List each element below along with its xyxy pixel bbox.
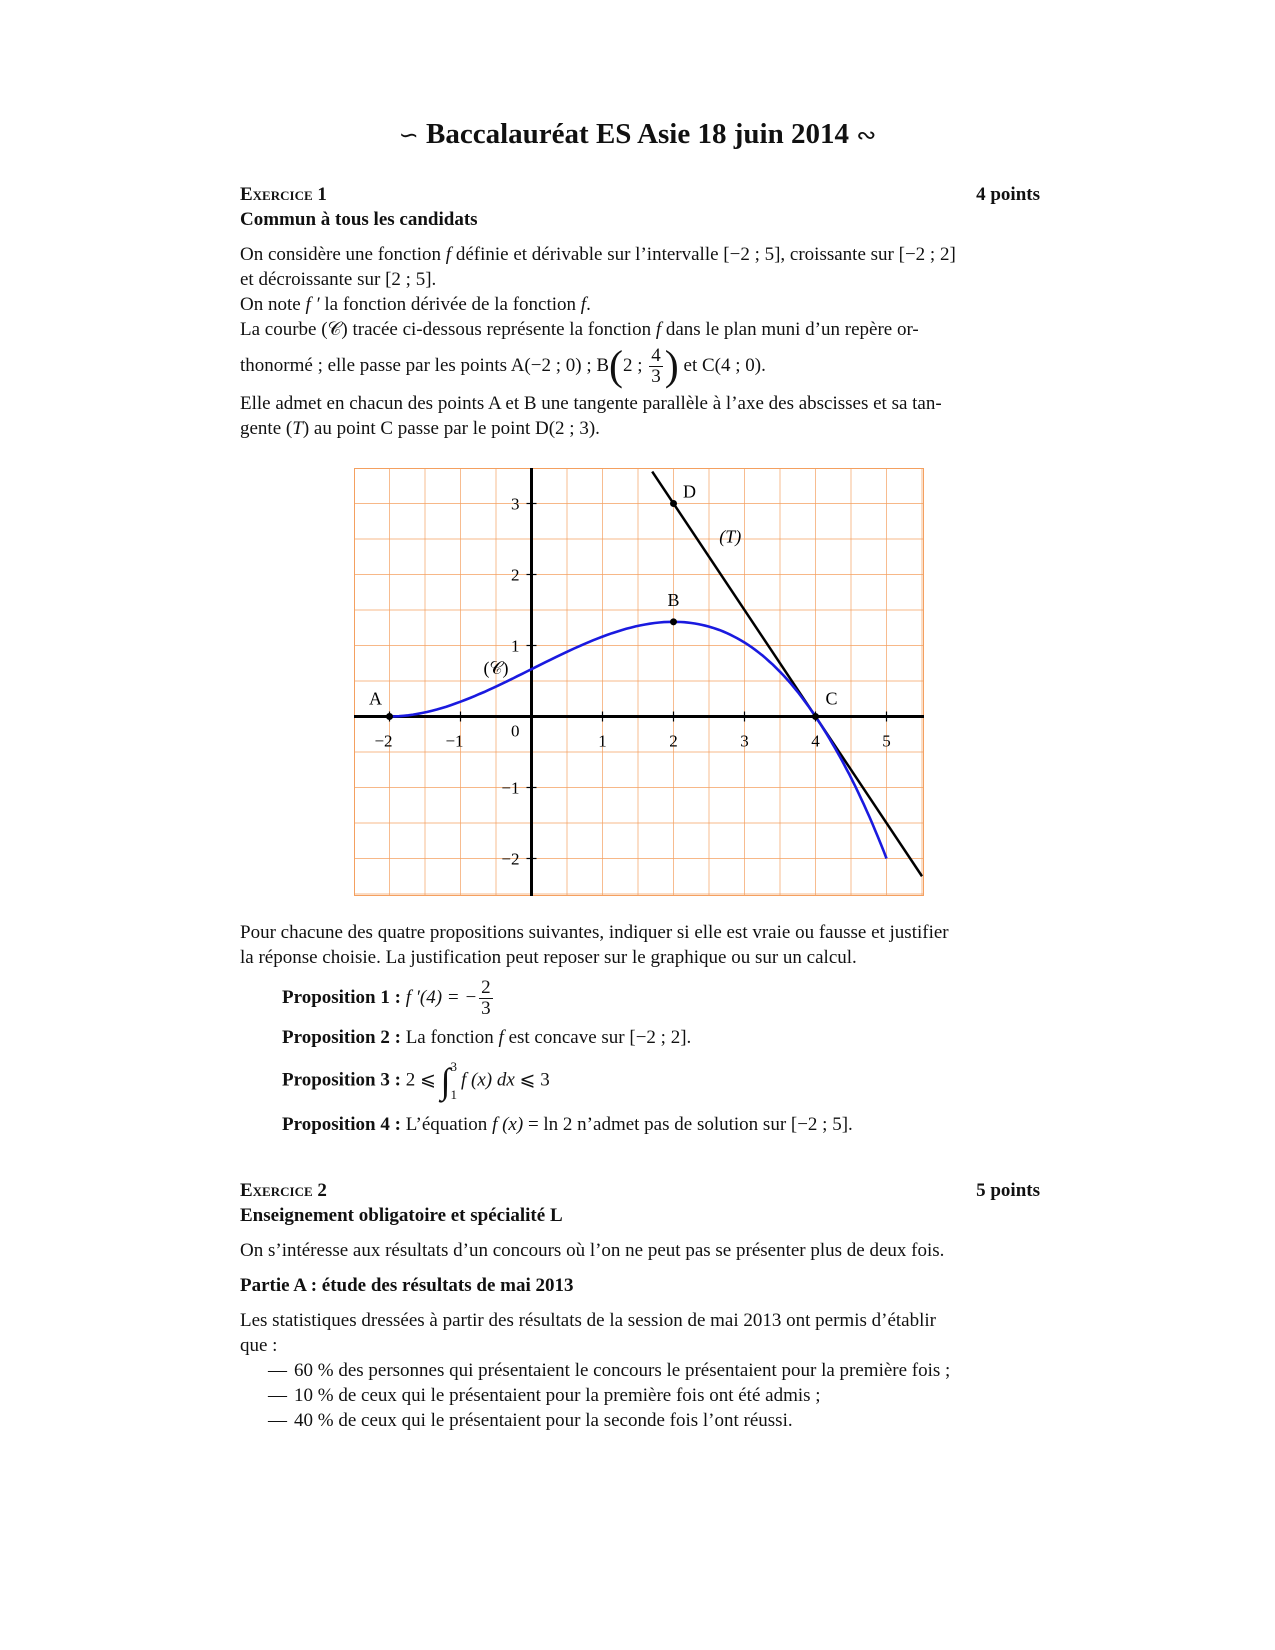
proposition-2-text: La fonction: [400, 1027, 499, 1048]
ex1-t: T: [292, 418, 303, 439]
ex1-f: f: [655, 319, 662, 340]
list-item-text: 60 % des personnes qui présentaient le concours le présentaient pour la première fois ;: [294, 1360, 951, 1381]
ornament-right-icon: ∾: [856, 123, 877, 149]
proposition-2: [282, 1025, 1040, 1050]
point-b-x: 2 ;: [623, 354, 643, 376]
list-item-text: 10 % de ceux qui le présentaient pour la première fois ont été admis ;: [294, 1385, 821, 1406]
exercise-1-header: [240, 182, 1040, 207]
ex1-text: gente (: [240, 418, 293, 439]
proposition-3-text: 2 ⩽: [400, 1069, 441, 1091]
x-tick-label: −2: [374, 731, 393, 751]
ex1-paragraph-5: Elle admet en chacun des points A et B une tangente parallèle à l’axe des abscisses et sa tan-: [240, 393, 942, 414]
fraction-4-3: [649, 346, 663, 387]
dash-icon: —: [268, 1385, 287, 1406]
ex1-text: la fonction dérivée de la fonction: [319, 294, 581, 315]
curve-label: (𝒞): [483, 657, 509, 678]
proposition-4-text: L’équation: [400, 1114, 493, 1135]
point-c-marker: [812, 713, 819, 720]
exercise-1-questions: [240, 920, 1040, 1137]
ornament-left-icon: ∽: [398, 123, 419, 149]
proposition-2-f: f: [498, 1027, 504, 1048]
ex1-paragraph-6: [240, 416, 1040, 441]
proposition-1-expr: f ′(4) = −: [405, 986, 478, 1008]
question-line-2: la réponse choisie. La justification peut reposer sur le graphique ou sur un calcul.: [240, 947, 857, 968]
page-title: [0, 118, 1275, 151]
ex1-text: La courbe (𝒞) tracée ci-dessous représente la fonction: [240, 319, 656, 340]
grid-border: [355, 469, 924, 896]
dash-icon: —: [268, 1360, 287, 1381]
ex1-text: .: [586, 294, 591, 315]
ex1-paragraph-1b: et décroissante sur [2 ; 5].: [240, 269, 437, 290]
exercise-2-header: [240, 1178, 1040, 1203]
proposition-1: [282, 978, 1040, 1019]
proposition-4-text: = ln 2 n’admet pas de solution sur [−2 ; 5].: [523, 1114, 853, 1135]
proposition-2-text: est concave sur [−2 ; 2].: [503, 1027, 692, 1048]
y-tick-label: 2: [511, 565, 520, 585]
ex1-paragraph-1a: [240, 242, 1040, 267]
x-tick-label: 1: [598, 731, 607, 751]
list-item: [268, 1383, 1040, 1408]
integral-limits: [450, 1060, 457, 1102]
ex1-text: et C(4 ; 0).: [678, 354, 766, 376]
dash-icon: —: [268, 1410, 287, 1431]
ex1-text: ) au point C passe par le point D(2 ; 3).: [302, 418, 600, 439]
proposition-3: [282, 1060, 1040, 1102]
fraction-num: 2: [481, 977, 491, 998]
exercise-1-subtitle: Commun à tous les candidats: [240, 209, 478, 230]
point-a-marker: [386, 713, 393, 720]
ex1-text: On note: [240, 294, 306, 315]
x-tick-label: 2: [669, 731, 678, 751]
list-item: [268, 1358, 1040, 1383]
point-b-marker: [670, 618, 677, 625]
proposition-3-label: Proposition 3 :: [282, 1069, 401, 1091]
proposition-3-text: ⩽ 3: [514, 1069, 550, 1091]
y-tick-label: 3: [511, 494, 520, 514]
ex1-f: f: [580, 294, 587, 315]
list-item: [268, 1408, 1040, 1433]
integral-lower: 1: [450, 1087, 457, 1102]
point-a-label: A: [369, 688, 382, 709]
x-tick-label: 5: [882, 731, 891, 751]
ex1-text: thonormé ; elle passe par les points A(−2 ; 0) ; B: [240, 354, 610, 376]
integral-icon: ∫: [440, 1061, 451, 1101]
y-tick-label: 1: [511, 636, 520, 656]
exercise-1-heading: Exercice 1: [240, 184, 327, 205]
title-text: Baccalauréat ES Asie 18 juin 2014: [426, 118, 849, 150]
ex2-bullet-list: [240, 1358, 1040, 1433]
paren-open: (: [609, 343, 624, 390]
ex1-paragraph-3: [240, 317, 1040, 342]
point-d-label: D: [683, 481, 696, 502]
list-item-text: 40 % de ceux qui le présentaient pour la seconde fois l’ont réussi.: [294, 1410, 793, 1431]
ex1-f: f: [445, 244, 452, 265]
exercise-2-points: 5 points: [976, 1180, 1040, 1201]
fraction-den: 3: [651, 366, 661, 387]
tangent-label: (T): [719, 526, 742, 547]
ex1-text: On considère une fonction: [240, 244, 446, 265]
ex1-fprime: f ′: [305, 294, 320, 315]
point-c-label: C: [825, 688, 838, 709]
paren-close: ): [664, 343, 679, 390]
ex2-paragraph-1: On s’intéresse aux résultats d’un concours où l’on ne peut pas se présenter plus de deux fois.: [240, 1240, 945, 1261]
ex1-paragraph-2: [240, 292, 1040, 317]
ex2-paragraph-3: que :: [240, 1335, 278, 1356]
fraction-den: 3: [481, 998, 491, 1019]
y-tick-label: −2: [501, 849, 520, 869]
ex1-text: définie et dérivable sur l’intervalle [−2 ; 5], croissante sur [−2 ; 2]: [451, 244, 956, 265]
function-graph: [354, 468, 924, 896]
exercise-2-heading: Exercice 2: [240, 1180, 327, 1201]
x-tick-label: 3: [740, 731, 749, 751]
proposition-4-label: Proposition 4 :: [282, 1114, 401, 1135]
ex1-text: dans le plan muni d’un repère or-: [661, 319, 919, 340]
ex2-paragraph-2: Les statistiques dressées à partir des résultats de la session de mai 2013 ont permis d’établir: [240, 1310, 936, 1331]
y-tick-label: −1: [501, 778, 520, 798]
exercise-1-points: 4 points: [976, 184, 1040, 205]
exercise-1-statement: [240, 182, 1040, 441]
proposition-1-label: Proposition 1 :: [282, 986, 401, 1008]
integral-upper: 3: [450, 1059, 457, 1074]
exercise-2: [240, 1178, 1040, 1433]
exercise-2-subtitle: Enseignement obligatoire et spécialité L: [240, 1205, 563, 1226]
proposition-4: [282, 1112, 1040, 1137]
x-tick-label: −1: [445, 731, 464, 751]
point-d-marker: [670, 500, 677, 507]
ex2-part-a-title: Partie A : étude des résultats de mai 2013: [240, 1275, 574, 1296]
proposition-4-fx: f (x): [492, 1114, 524, 1135]
fraction-2-3: [479, 978, 493, 1019]
point-b-label: B: [667, 589, 680, 610]
question-line-1: Pour chacune des quatre propositions suivantes, indiquer si elle est vraie ou fausse et justifier: [240, 922, 949, 943]
x-tick-label: 4: [811, 731, 820, 751]
ex1-paragraph-4: [240, 343, 1040, 390]
proposition-3-integrand: f (x) dx: [460, 1069, 515, 1091]
tangent-line: [652, 472, 922, 877]
proposition-2-label: Proposition 2 :: [282, 1027, 401, 1048]
origin-label: 0: [511, 721, 520, 741]
fraction-num: 4: [651, 345, 661, 366]
